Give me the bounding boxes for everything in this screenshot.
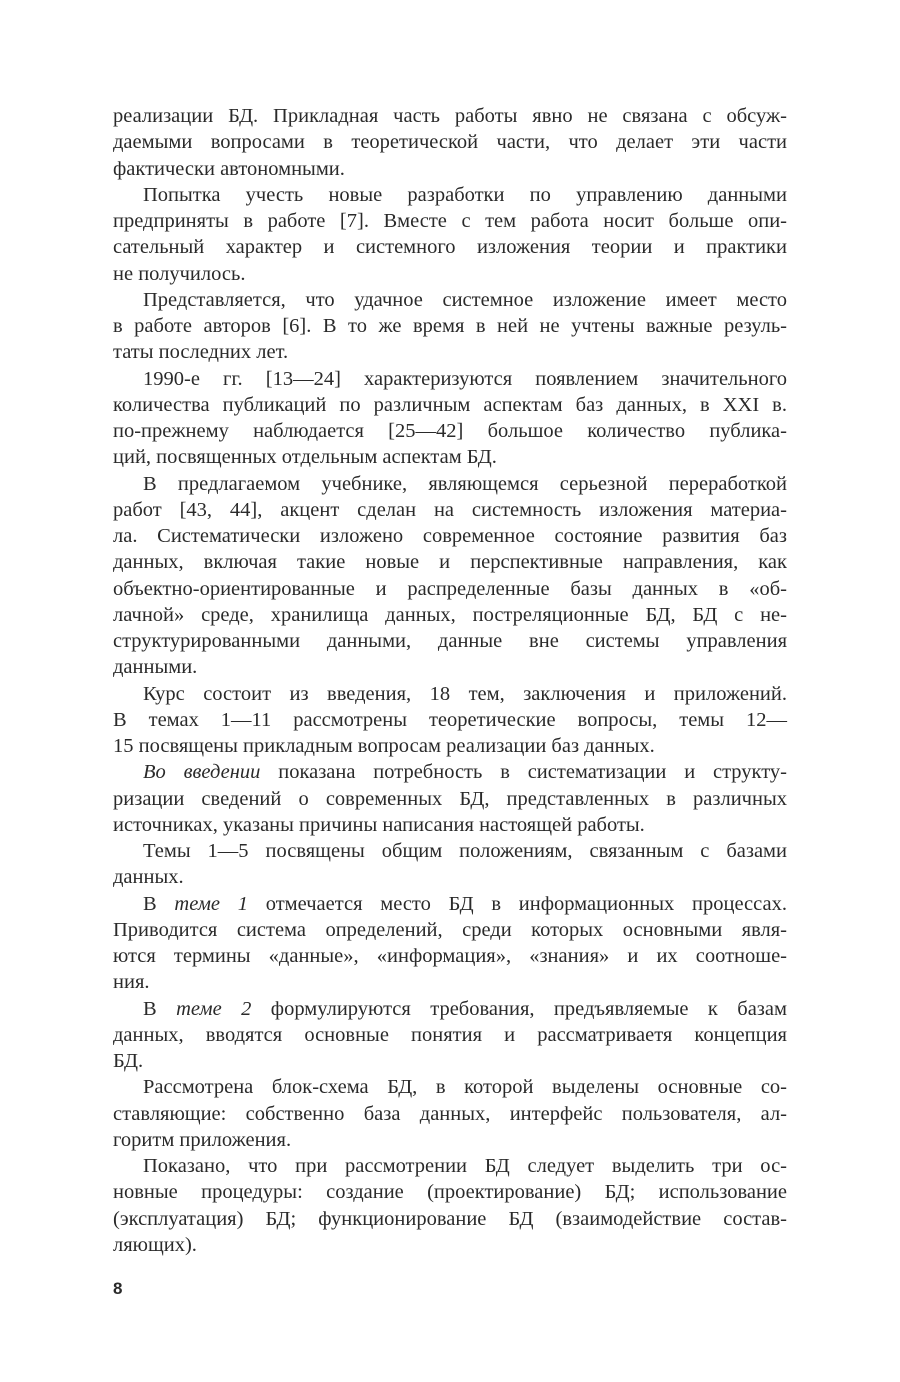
text-line — [113, 523, 787, 549]
text-line — [113, 1022, 787, 1048]
text-segment: отмечается место БД в информационных процессах. — [248, 892, 787, 915]
page-number: 8 — [113, 1279, 123, 1298]
text-line — [113, 707, 787, 733]
text-segment: В — [143, 892, 175, 915]
text-segment: Попытка учесть новые разработки по управлению данными — [143, 183, 787, 206]
paragraph — [113, 103, 787, 182]
text-line — [113, 759, 787, 785]
text-segment: ций, посвященных отдельным аспектам БД. — [113, 446, 497, 469]
paragraph — [113, 1153, 787, 1258]
text-line — [113, 943, 787, 969]
text-segment: Рассмотрена блок-схема БД, в которой выделены основные со- — [143, 1076, 787, 1099]
text-line — [113, 392, 787, 418]
text-segment: В предлагаемом учебнике, являющемся серьезной переработкой — [143, 472, 787, 495]
paragraph — [113, 471, 787, 681]
paragraph — [113, 996, 787, 1075]
text-line — [113, 287, 787, 313]
text-line — [113, 339, 787, 365]
text-line — [113, 182, 787, 208]
italic-text: теме 2 — [176, 997, 252, 1020]
text-line — [113, 917, 787, 943]
text-line — [113, 549, 787, 575]
italic-text: теме 1 — [174, 892, 248, 915]
text-segment: ляющих). — [113, 1233, 197, 1256]
text-segment: горитм приложения. — [113, 1128, 292, 1151]
text-line — [113, 366, 787, 392]
text-line — [113, 418, 787, 444]
paragraph — [113, 287, 787, 366]
paragraph — [113, 182, 787, 287]
text-line — [113, 969, 787, 995]
text-line — [113, 1179, 787, 1205]
text-line — [113, 602, 787, 628]
text-line — [113, 891, 787, 917]
paragraph — [113, 366, 787, 471]
text-segment: источниках, указаны причины написания настоящей работы. — [113, 813, 645, 836]
text-segment: данными. — [113, 656, 198, 679]
text-line — [113, 1074, 787, 1100]
text-segment: Представляется, что удачное системное изложение имеет место — [143, 288, 787, 311]
paragraph — [113, 891, 787, 996]
text-line — [113, 786, 787, 812]
paragraph — [113, 759, 787, 838]
body-text — [113, 103, 787, 1258]
text-segment: реализации БД. Прикладная часть работы явно не связана с обсуж- — [113, 105, 787, 127]
text-segment: 1990-е гг. [13—24] характеризуются появлением значительного — [143, 367, 787, 390]
text-line — [113, 103, 787, 129]
text-line — [113, 1048, 787, 1074]
text-line — [113, 208, 787, 234]
paragraph — [113, 681, 787, 760]
text-line — [113, 313, 787, 339]
text-segment: количества публикаций по различным аспектам баз данных, в XXI в. — [113, 393, 787, 416]
text-line — [113, 1232, 787, 1258]
text-line — [113, 129, 787, 155]
text-segment: БД. — [113, 1050, 144, 1072]
text-line — [113, 628, 787, 654]
text-segment: объектно-ориентированные и распределенные базы данных в «об- — [113, 577, 787, 600]
text-line — [113, 1127, 787, 1153]
text-line — [113, 733, 787, 759]
text-segment: Показано, что при рассмотрении БД следует выделить три ос- — [143, 1155, 787, 1177]
text-line — [113, 864, 787, 890]
text-segment: даемыми вопросами в теоретической части, что делает эти части — [113, 131, 787, 154]
text-line — [113, 471, 787, 497]
text-segment: сательный характер и системного изложения теории и практики — [113, 236, 787, 259]
text-line — [113, 838, 787, 864]
text-segment: новные процедуры: создание (проектирование) БД; использование — [113, 1181, 787, 1204]
text-segment: 15 посвящены прикладным вопросам реализации баз данных. — [113, 735, 655, 757]
text-line — [113, 497, 787, 523]
text-line — [113, 261, 787, 287]
text-segment: работ [43, 44], акцент сделан на системность изложения материа- — [113, 498, 787, 521]
text-segment: В — [143, 997, 177, 1020]
text-segment: ния. — [113, 971, 150, 994]
text-segment: не получилось. — [113, 262, 246, 285]
text-segment: ризации сведений о современных БД, представленных в различных — [113, 787, 787, 810]
italic-text: Во введении — [143, 761, 261, 784]
text-segment: данных, включая такие новые и перспективные направления, как — [113, 551, 787, 574]
text-line — [113, 1206, 787, 1232]
text-line — [113, 444, 787, 470]
text-segment: лачной» среде, хранилища данных, постреляционные БД, БД с не- — [113, 603, 787, 626]
text-segment: Курс состоит из введения, 18 тем, заключения и приложений. — [143, 682, 787, 705]
text-segment: данных. — [113, 866, 184, 889]
text-segment: ставляющие: собственно база данных, интерфейс пользователя, ал- — [113, 1102, 787, 1125]
text-segment: данных, вводятся основные понятия и рассматриваетя концепция — [113, 1023, 787, 1046]
text-segment: В темах 1—11 рассмотрены теоретические вопросы, темы 12— — [113, 708, 787, 731]
text-line — [113, 156, 787, 182]
text-segment: предприняты в работе [7]. Вместе с тем работа носит больше опи- — [113, 210, 787, 232]
text-segment: таты последних лет. — [113, 341, 289, 364]
text-line — [113, 1153, 787, 1179]
text-segment: показана потребность в систематизации и структу- — [260, 761, 787, 784]
text-line — [113, 681, 787, 707]
text-segment: ются термины «данные», «информация», «знания» и их соотноше- — [113, 945, 787, 967]
text-line — [113, 654, 787, 680]
text-segment: Темы 1—5 посвящены общим положениям, связанным с базами — [143, 840, 787, 862]
paragraph — [113, 1074, 787, 1153]
text-segment: формулируются требования, предъявляемые к базам — [251, 997, 787, 1020]
text-line — [113, 996, 787, 1022]
text-segment: структурированными данными, данные вне системы управления — [113, 630, 787, 652]
text-line — [113, 234, 787, 260]
text-line — [113, 576, 787, 602]
paragraph — [113, 838, 787, 891]
text-segment: фактически автономными. — [113, 157, 345, 180]
text-line — [113, 812, 787, 838]
text-segment: (эксплуатация) БД; функционирование БД (взаимодействие состав- — [113, 1207, 787, 1230]
text-segment: в работе авторов [6]. В то же время в ней не учтены важные резуль- — [113, 315, 787, 337]
text-line — [113, 1101, 787, 1127]
text-segment: по-прежнему наблюдается [25—42] большое количество публика- — [113, 420, 787, 442]
text-segment: ла. Систематически изложено современное состояние развития баз — [113, 525, 787, 547]
text-segment: Приводится система определений, среди которых основными явля- — [113, 918, 787, 941]
